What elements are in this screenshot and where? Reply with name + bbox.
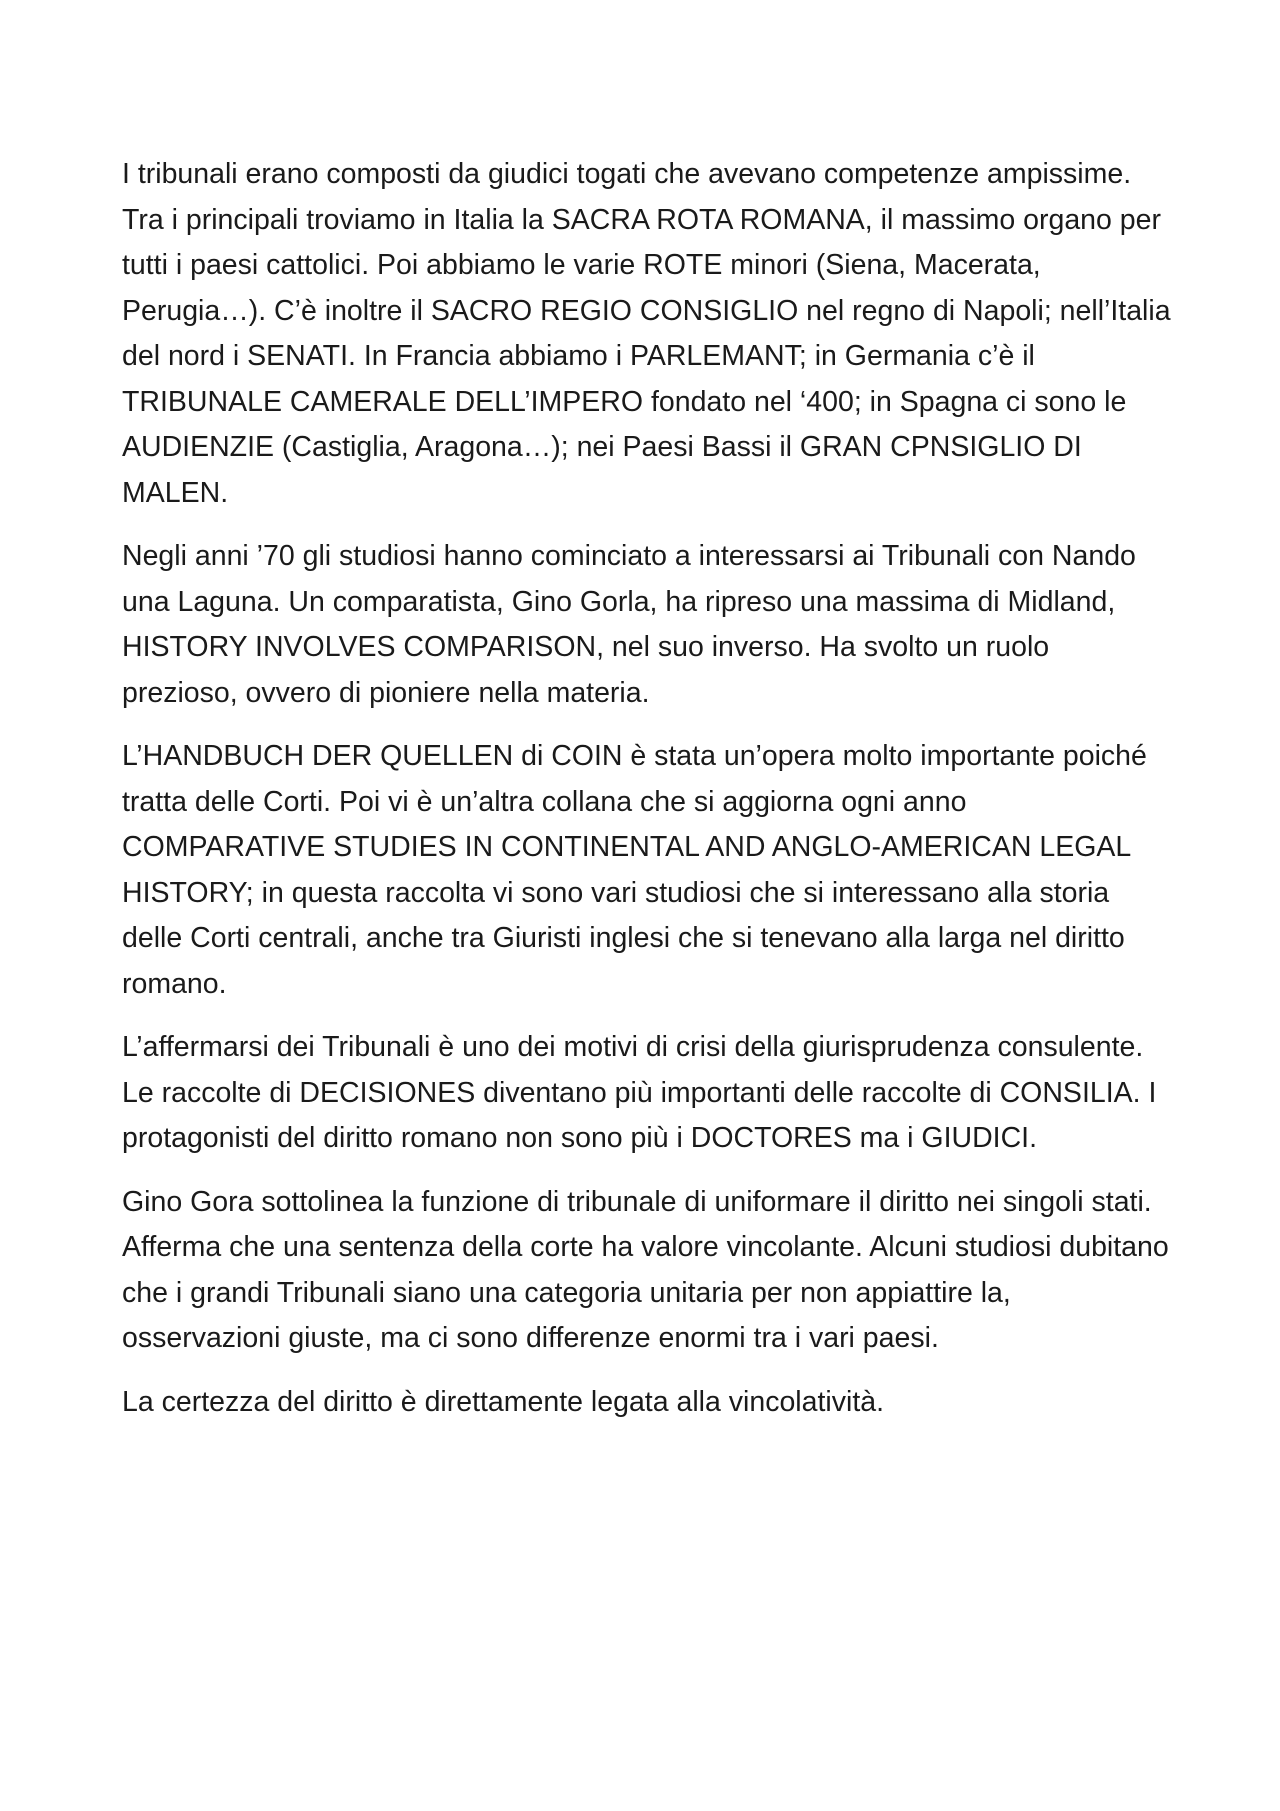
paragraph-4: L’affermarsi dei Tribunali è uno dei motivi di crisi della giurisprudenza consulente. Le raccolte di DECISIONES diventano più importanti delle raccolte di CONSILIA. I protagonisti del diritto romano non sono più i DOCTORES ma i GIUDICI. (122, 1031, 1157, 1154)
paragraph-5: Gino Gora sottolinea la funzione di tribunale di uniformare il diritto nei singoli stati. Afferma che una sentenza della corte ha valore vincolante. Alcuni studiosi dubitano che i grandi Tribunali siano una categoria unitaria per non appiattire la, osservazioni giuste, ma ci sono differenze enormi tra i vari paesi. (122, 1185, 1169, 1354)
paragraph-1: I tribunali erano composti da giudici togati che avevano competenze ampissime. Tra i principali troviamo in Italia la SACRA ROTA ROMANA, il massimo organo per tutti i paesi cattolici. Poi abbiamo le varie ROTE minori (Siena, Macerata, Perugia…). C’è inoltre il SACRO REGIO CONSIGLIO nel regno di Napoli; nell’Italia del nord i SENATI. In Francia abbiamo i PARLEMANT; in Germania c’è il TRIBUNALE CAMERALE DELL’IMPERO fondato nel ‘400; in Spagna ci sono le AUDIENZIE (Castiglia, Aragona…); nei Paesi Bassi il GRAN CPNSIGLIO DI MALEN. (122, 158, 1171, 509)
paragraph-2: Negli anni ’70 gli studiosi hanno cominciato a interessarsi ai Tribunali con Nando una Laguna. Un comparatista, Gino Gorla, ha ripreso una massima di Midland, HISTORY INVOLVES COMPARISON, nel suo inverso. Ha svolto un ruolo prezioso, ovvero di pioniere nella materia. (122, 540, 1136, 709)
paragraph-6: La certezza del diritto è direttamente legata alla vincolatività. (122, 1385, 884, 1418)
paragraph-3: L’HANDBUCH DER QUELLEN di COIN è stata un’opera molto importante poiché tratta delle Corti. Poi vi è un’altra collana che si aggiorna ogni anno COMPARATIVE STUDIES IN CONTINENTAL AND ANGLO-AMERICAN LEGAL HISTORY; in questa raccolta vi sono vari studiosi che si interessano alla storia delle Corti centrali, anche tra Giuristi inglesi che si tenevano alla larga nel diritto romano. (122, 740, 1147, 1000)
document-body (122, 152, 1172, 1443)
